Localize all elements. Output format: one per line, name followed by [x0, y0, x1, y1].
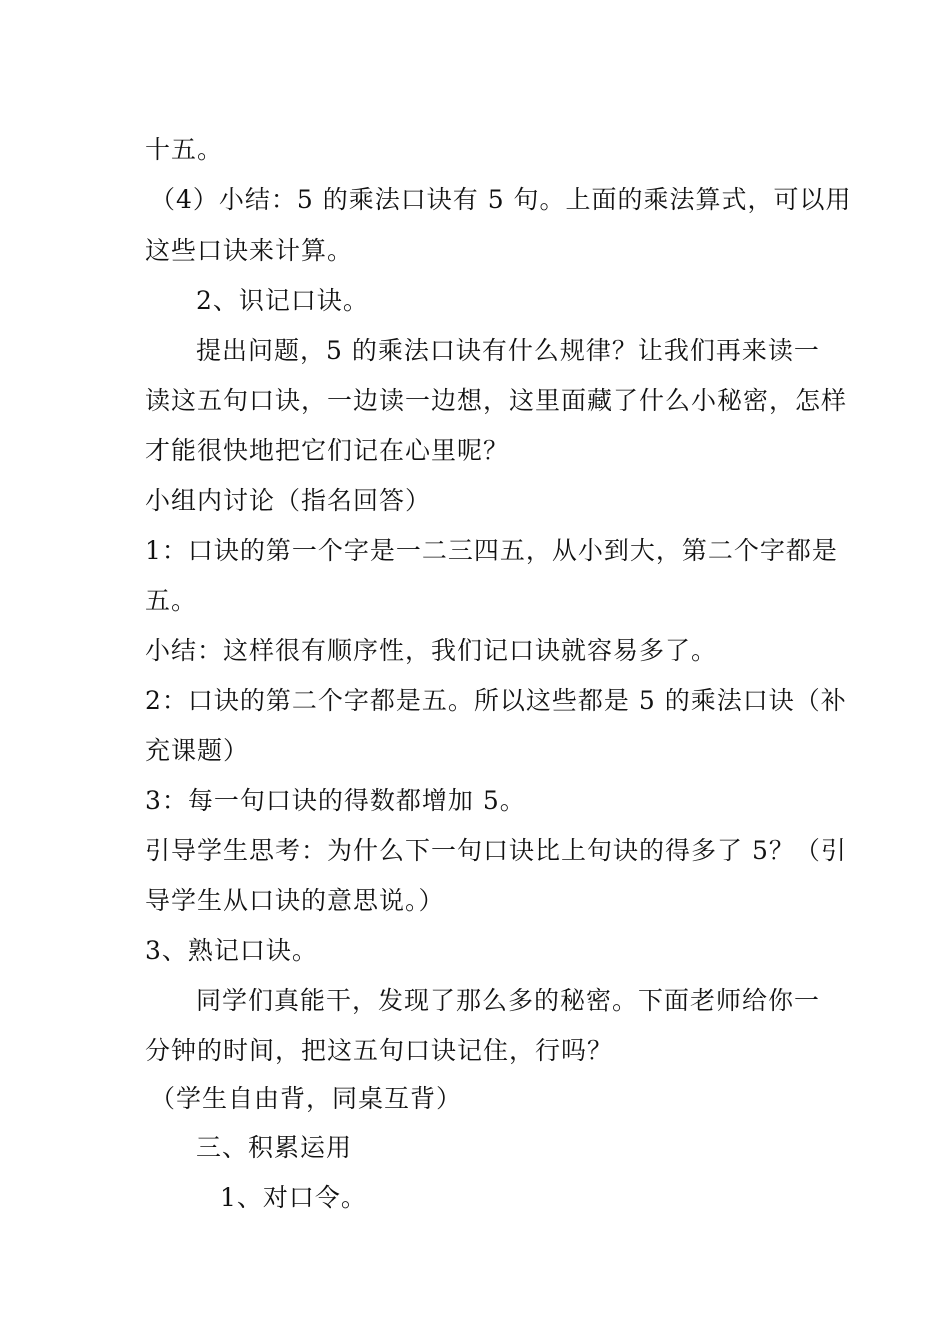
text-line: 引导学生思考：为什么下一句口诀比上句诀的得多了 5？（引 — [145, 836, 847, 865]
text-line: 五。 — [145, 586, 198, 615]
text-line: （4）小结：5 的乘法口诀有 5 句。上面的乘法算式，可以用 — [150, 185, 852, 214]
text-line: 这些口诀来计算。 — [145, 236, 354, 265]
text-line: 2：口诀的第二个字都是五。所以这些都是 5 的乘法口诀（补 — [145, 686, 847, 715]
text-line: 同学们真能干，发现了那么多的秘密。下面老师给你一 — [196, 986, 821, 1015]
text-line: 1、对口令。 — [220, 1183, 367, 1212]
text-line: 3：每一句口诀的得数都增加 5。 — [145, 786, 526, 815]
text-line: 读这五句口诀，一边读一边想，这里面藏了什么小秘密，怎样 — [145, 386, 848, 415]
text-line: （学生自由背，同桌互背） — [150, 1084, 463, 1113]
text-line: 才能很快地把它们记在心里呢？ — [145, 436, 510, 465]
text-line: 导学生从口诀的意思说。） — [145, 886, 445, 915]
text-line: 小组内讨论（指名回答） — [145, 486, 432, 515]
text-line: 小结：这样很有顺序性，我们记口诀就容易多了。 — [145, 636, 718, 665]
text-line: 三、积累运用 — [196, 1133, 353, 1162]
text-line: 分钟的时间，把这五句口诀记住，行吗？ — [145, 1036, 614, 1065]
text-line: 提出问题，5 的乘法口诀有什么规律？让我们再来读一 — [196, 336, 820, 365]
text-line: 十五。 — [145, 135, 224, 164]
text-line: 充课题） — [145, 736, 250, 765]
text-line: 1：口诀的第一个字是一二三四五，从小到大，第二个字都是 — [145, 536, 838, 565]
text-line: 3、熟记口诀。 — [145, 936, 318, 965]
text-line: 2、识记口诀。 — [196, 286, 369, 315]
